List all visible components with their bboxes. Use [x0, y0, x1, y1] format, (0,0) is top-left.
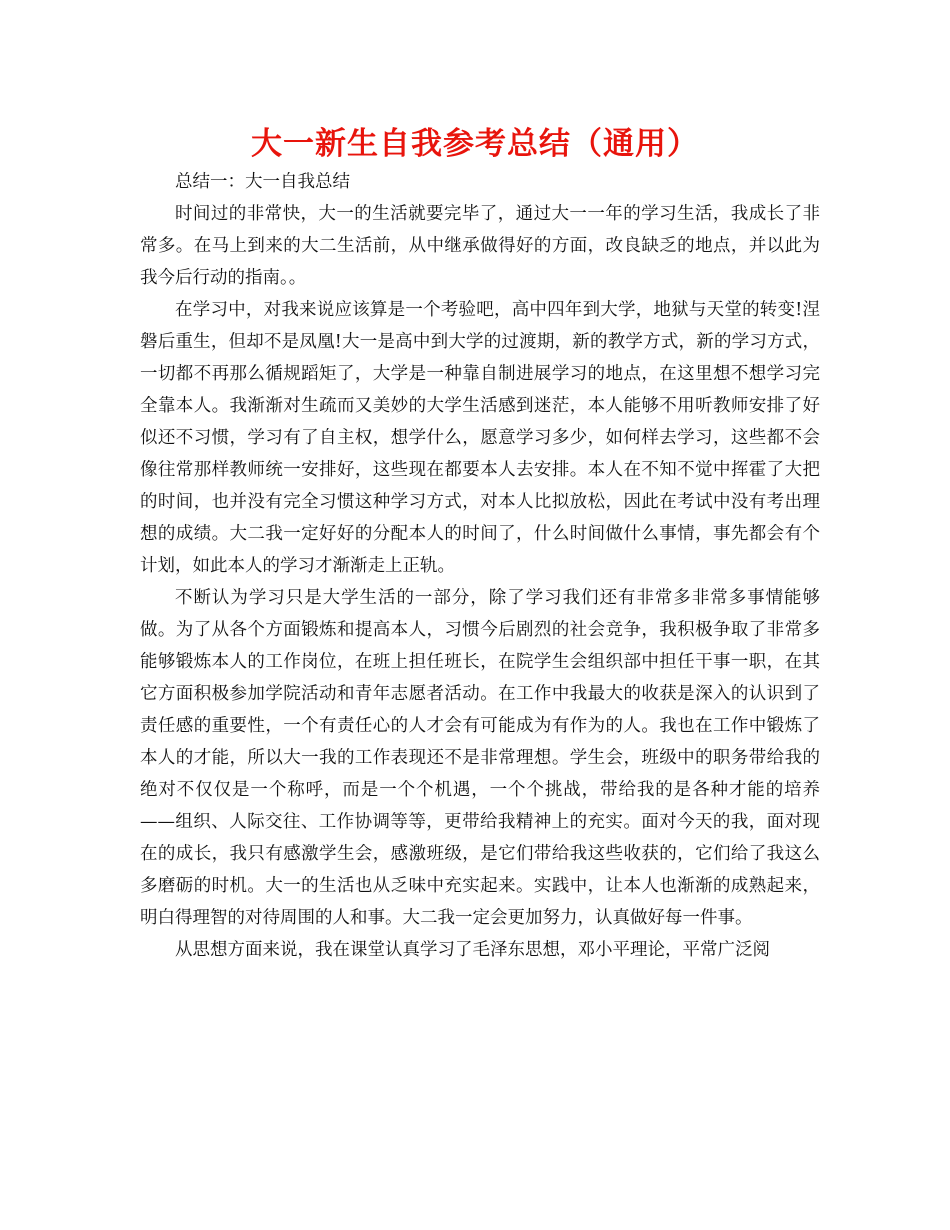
paragraph-3: 不断认为学习只是大学生活的一部分，除了学习我们还有非常多非常多事情能够做。为了从各个方面锻炼和提高本人，习惯今后剧烈的社会竞争，我积极争取了非常多能够锻炼本人的工作岗位，在班上担任班长，在院学生会组织部中担任干事一职，在其它方面积极参加学院活动和青年志愿者活动。在工作中我最大的收获是深入的认识到了责任感的重要性，一个有责任心的人才会有可能成为有作为的人。我也在工作中锻炼了本人的才能，所以大一我的工作表现还不是非常理想。学生会，班级中的职务带给我的绝对不仅仅是一个称呼，而是一个个机遇，一个个挑战，带给我的是各种才能的培养——组织、人际交往、工作协调等等，更带给我精神上的充实。面对今天的我，面对现在的成长，我只有感激学生会，感激班级，是它们带给我这些收获的，它们给了我这么多磨砺的时机。大一的生活也从乏味中充实起来。实践中，让本人也渐渐的成熟起来，明白得理智的对待周围的人和事。大二我一定会更加努力，认真做好每一件事。: [140, 588, 820, 928]
paragraph-4: 从思想方面来说，我在课堂认真学习了毛泽东思想，邓小平理论，平常广泛阅: [175, 940, 770, 960]
document-body: [140, 166, 820, 966]
document-title: 大一新生自我参考总结（通用）: [251, 126, 699, 162]
section-heading: 总结一：大一自我总结: [175, 172, 350, 192]
paragraph-1: 时间过的非常快，大一的生活就要完毕了，通过大一一年的学习生活，我成长了非常多。在马上到来的大二生活前，从中继承做得好的方面，改良缺乏的地点，并以此为我今后行动的指南。。: [140, 204, 820, 288]
paragraph-2: 在学习中，对我来说应该算是一个考验吧，高中四年到大学，地狱与天堂的转变!涅磐后重生，但却不是凤凰!大一是高中到大学的过渡期，新的教学方式，新的学习方式，一切都不再那么循规蹈矩了，大学是一种靠自制进展学习的地点，在这里想不想学习完全靠本人。我渐渐对生疏而又美妙的大学生活感到迷茫，本人能够不用听教师安排了好似还不习惯，学习有了自主权，想学什么，愿意学习多少，如何样去学习，这些都不会像往常那样教师统一安排好，这些现在都要本人去安排。本人在不知不觉中挥霍了大把的时间，也并没有完全习惯这种学习方式，对本人比拟放松，因此在考试中没有考出理想的成绩。大二我一定好好的分配本人的时间了，什么时间做什么事情，事先都会有个计划，如此本人的学习才渐渐走上正轨。: [140, 300, 820, 576]
